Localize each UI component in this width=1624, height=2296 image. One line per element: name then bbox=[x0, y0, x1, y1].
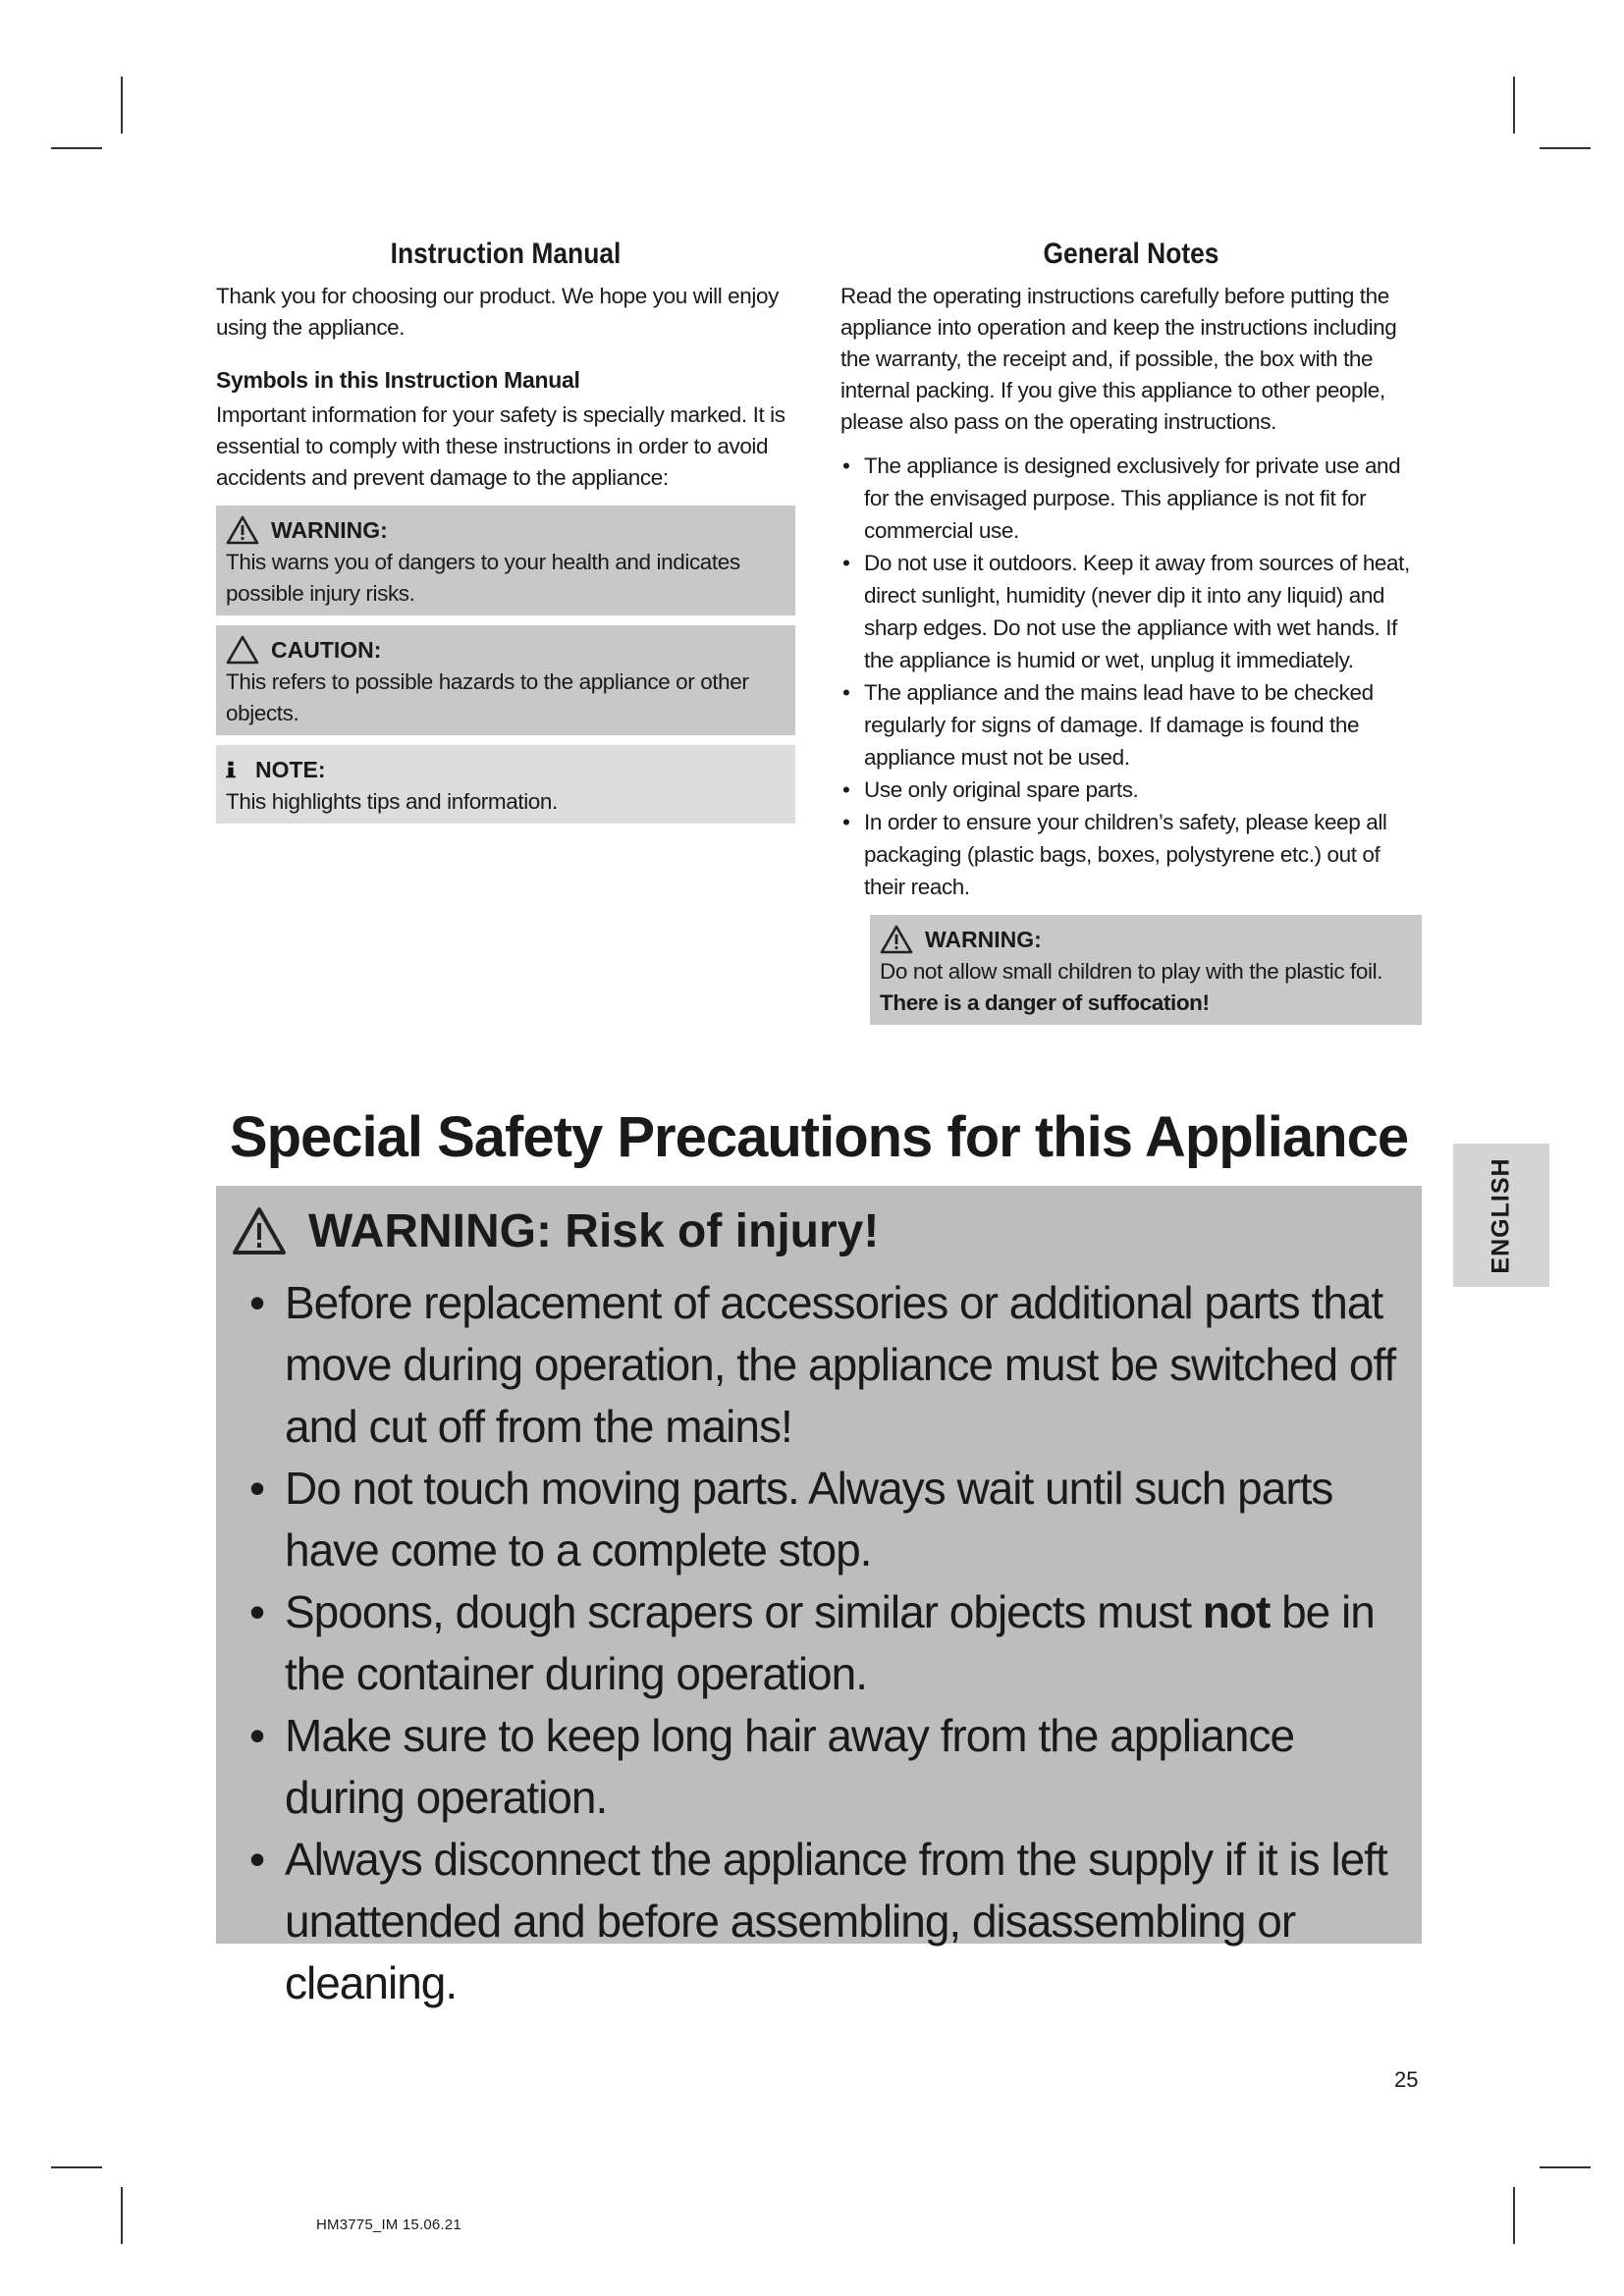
note-label: NOTE: bbox=[255, 756, 326, 782]
warning-label: WARNING: bbox=[925, 926, 1042, 952]
risk-warning-label: WARNING: Risk of injury! bbox=[308, 1204, 880, 1257]
list-item: • Always disconnect the appliance from the supply if it is left unattended and before assembling, disassembling or cleaning. bbox=[249, 1834, 1387, 2008]
warning-triangle-icon bbox=[226, 515, 259, 545]
symbols-heading: Symbols in this Instruction Manual bbox=[216, 367, 580, 393]
intro-text: Thank you for choosing our product. We hope you will enjoy using the appliance. bbox=[216, 284, 779, 340]
general-notes-section bbox=[840, 238, 1422, 1025]
warning-text: This warns you of dangers to your health and indicates possible injury risks. bbox=[226, 550, 740, 606]
caution-label: CAUTION: bbox=[271, 636, 382, 663]
list-item: • The appliance is designed exclusively for private use and for the envisaged purpose. This appliance is not fit for commercial use. bbox=[842, 454, 1401, 543]
caution-text: This refers to possible hazards to the appliance or other objects. bbox=[226, 669, 749, 725]
list-item: • In order to ensure your children’s safety, please keep all packaging (plastic bags, boxes, polystyrene etc.) out of their reach. bbox=[842, 810, 1387, 899]
warning-text: Do not allow small children to play with the plastic foil. bbox=[880, 959, 1383, 984]
instruction-manual-section bbox=[216, 238, 795, 824]
language-tab bbox=[1453, 1144, 1549, 1287]
special-safety-title: Special Safety Precautions for this Appliance bbox=[229, 1105, 1409, 1169]
page-number: 25 bbox=[1394, 2067, 1419, 2092]
crop-mark bbox=[121, 2187, 123, 2244]
info-icon bbox=[226, 755, 245, 784]
list-item: • Before replacement of accessories or additional parts that move during operation, the appliance must be switched off and cut off from the mains! bbox=[249, 1277, 1396, 1452]
intro-text: Read the operating instructions carefully before putting the appliance into operation and keep the instructions including the warranty, the receipt and, if possible, the box with the internal packing. If you give this appliance to other people, please also pass on the operating instructions. bbox=[840, 284, 1397, 434]
risk-of-injury-box bbox=[216, 1186, 1422, 2008]
list-item: • Use only original spare parts. bbox=[842, 777, 1139, 802]
crop-mark bbox=[1513, 2187, 1515, 2244]
crop-mark bbox=[51, 2166, 102, 2168]
list-item: • The appliance and the mains lead have to be checked regularly for signs of damage. If damage is found the appliance must not be used. bbox=[842, 680, 1374, 770]
section-title: Instruction Manual bbox=[390, 238, 622, 270]
warning-box bbox=[216, 506, 795, 615]
general-notes-list bbox=[840, 450, 1422, 903]
list-item: • Make sure to keep long hair away from the appliance during operation. bbox=[249, 1710, 1295, 1823]
crop-mark bbox=[1540, 147, 1591, 149]
language-label: ENGLISH bbox=[1487, 1156, 1515, 1274]
list-item: • Do not use it outdoors. Keep it away from sources of heat, direct sunlight, humidity (never dip it into any liquid) and sharp edges. Do not use the appliance with wet hands. If the appliance is humid or wet, unplug it immediately. bbox=[842, 551, 1410, 672]
caution-box bbox=[216, 625, 795, 735]
list-item: • Spoons, dough scrapers or similar objects must not be in the container during operation. bbox=[249, 1586, 1375, 1699]
warning-triangle-icon bbox=[226, 635, 259, 665]
crop-mark bbox=[51, 147, 102, 149]
crop-mark bbox=[121, 77, 123, 133]
document-code: HM3775_IM 15.06.21 bbox=[316, 2216, 461, 2233]
crop-mark bbox=[1540, 2166, 1591, 2168]
emphasis-not: not bbox=[1202, 1586, 1271, 1637]
warning-emphasis: There is a danger of suffocation! bbox=[880, 990, 1210, 1015]
crop-mark bbox=[1513, 77, 1515, 133]
note-text: This highlights tips and information. bbox=[226, 789, 558, 814]
warning-label: WARNING: bbox=[271, 516, 388, 543]
list-item: • Do not touch moving parts. Always wait until such parts have come to a complete stop. bbox=[249, 1463, 1333, 1575]
special-safety-list bbox=[232, 1272, 1402, 2014]
warning-triangle-icon bbox=[880, 925, 913, 954]
section-title: General Notes bbox=[1043, 238, 1219, 270]
suffocation-warning-box bbox=[870, 915, 1422, 1025]
symbols-text: Important information for your safety is specially marked. It is essential to comply with these instructions in order to avoid accidents and prevent damage to the appliance: bbox=[216, 402, 785, 490]
note-box bbox=[216, 745, 795, 824]
warning-triangle-icon bbox=[232, 1206, 287, 1255]
